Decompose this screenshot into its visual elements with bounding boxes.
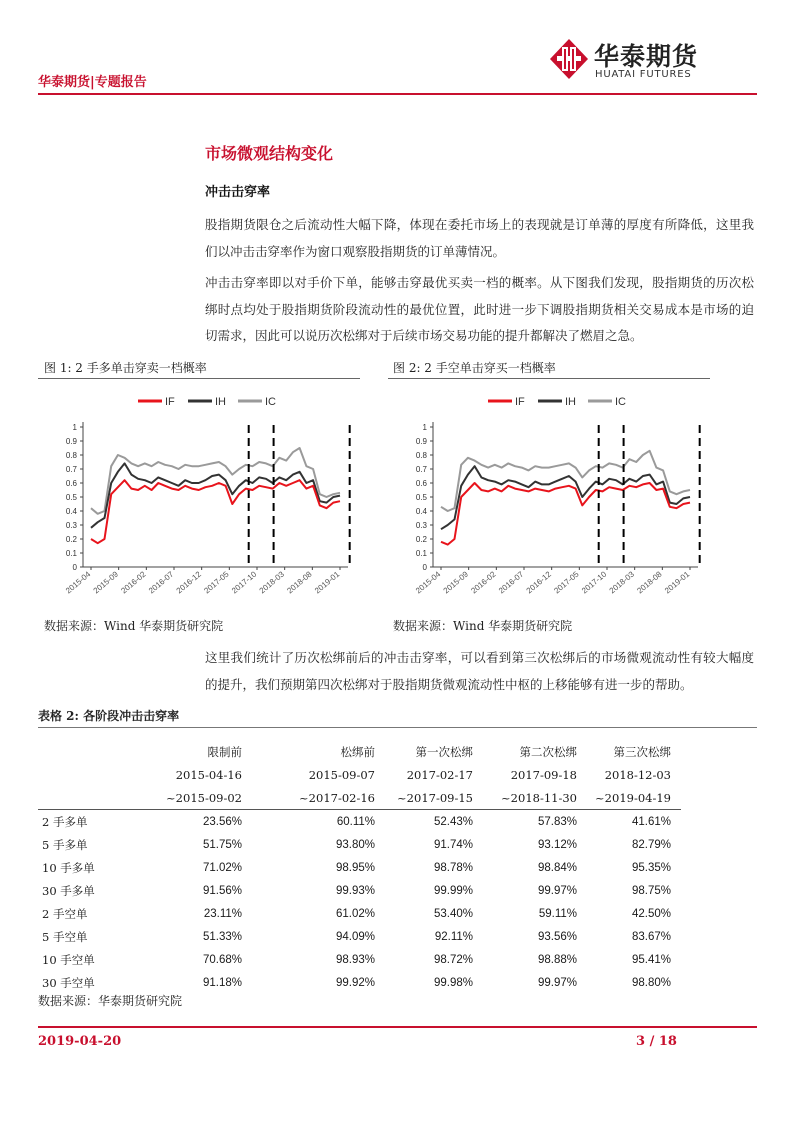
table-cell: 98.78% [433, 861, 473, 874]
table-cell: 52.43% [385, 810, 483, 834]
table-cell: 59.11% [538, 907, 577, 920]
stage-table [38, 740, 681, 994]
row-label: 5 手多单 [42, 837, 88, 852]
table-cell: 98.80% [631, 976, 671, 989]
row-label: 5 手空单 [42, 929, 88, 944]
x-tick-label: 2016-02 [119, 569, 148, 596]
footer-divider [38, 1026, 757, 1028]
series-line-ih [441, 466, 690, 529]
y-tick-label: 0.9 [65, 437, 77, 446]
x-tick-label: 2016-12 [524, 569, 553, 596]
table-title-divider [38, 727, 757, 728]
table-cell: 93.56% [537, 930, 577, 943]
table-row [38, 902, 681, 925]
series-line-if [441, 483, 690, 545]
figure-2-divider [388, 378, 710, 379]
table-row [38, 810, 681, 834]
chart-2 [388, 385, 710, 615]
table-cell: 91.56% [202, 884, 242, 897]
x-tick-label: 2017-10 [230, 569, 259, 596]
table-row [38, 833, 681, 856]
y-tick-label: 0.2 [65, 535, 77, 544]
figure-1-source: 数据来源：Wind 华泰期货研究院 [44, 619, 224, 633]
table-cell: 98.93% [335, 953, 375, 966]
series-line-if [91, 480, 340, 543]
column-end-date: ~2019-04-19 [595, 790, 671, 805]
y-tick-label: 0.1 [415, 549, 427, 558]
series-line-ic [441, 451, 690, 511]
table-row [38, 925, 681, 948]
y-tick-label: 0.7 [415, 465, 427, 474]
table-cell: 99.97% [537, 976, 577, 989]
y-tick-label: 0.8 [65, 451, 77, 460]
page-number: 3 / 18 [636, 1034, 677, 1049]
table-cell: 98.95% [335, 861, 375, 874]
table-header-row-start [38, 763, 681, 786]
table-header-row-end [38, 786, 681, 810]
table-cell: 93.80% [335, 838, 375, 851]
x-tick-label: 2016-07 [147, 569, 176, 596]
y-tick-label: 0.1 [65, 549, 77, 558]
legend-label: IF [515, 396, 525, 408]
footer-date: 2019-04-20 [38, 1034, 122, 1049]
x-tick-label: 2015-04 [64, 569, 93, 596]
table-row [38, 879, 681, 902]
table-cell: 82.79% [631, 838, 671, 851]
table-source: 数据来源：华泰期货研究院 [38, 994, 183, 1008]
column-name: 第一次松绑 [415, 744, 473, 759]
table-cell: 51.75% [202, 838, 242, 851]
x-tick-label: 2018-03 [607, 569, 636, 596]
table-cell: 23.56% [134, 810, 252, 834]
table-cell: 91.74% [433, 838, 473, 851]
row-label: 30 手空单 [42, 975, 95, 990]
y-tick-label: 0 [422, 563, 427, 572]
header-divider [38, 93, 757, 95]
table-cell: 99.97% [537, 884, 577, 897]
series-line-ih [91, 463, 340, 527]
y-tick-label: 0.4 [415, 507, 427, 516]
row-label: 30 手多单 [42, 883, 95, 898]
legend-label: IH [215, 396, 226, 408]
column-start-date: 2015-09-07 [308, 767, 375, 782]
table-title: 表格 2: 各阶段冲击击穿率 [38, 709, 180, 723]
legend-label: IC [265, 396, 276, 408]
huatai-logo [548, 37, 748, 85]
table-header-row-names [38, 740, 681, 763]
table-cell: 99.93% [335, 884, 375, 897]
column-start-date: 2018-12-03 [604, 767, 671, 782]
paragraph-3: 这里我们统计了历次松绑前后的冲击击穿率，可以看到第三次松绑后的市场微观流动性有较大幅度的提升，我们预期第四次松绑对于股指期货微观流动性中枢的上移能够有进一步的帮助。 [205, 650, 754, 692]
legend-label: IC [615, 396, 626, 408]
x-tick-label: 2016-02 [469, 569, 498, 596]
logo-mark-icon [548, 37, 590, 81]
column-end-date: ~2017-09-15 [397, 790, 473, 805]
x-tick-label: 2017-10 [580, 569, 609, 596]
x-tick-label: 2015-09 [91, 569, 120, 596]
y-tick-label: 0.9 [415, 437, 427, 446]
x-tick-label: 2018-08 [635, 569, 664, 596]
y-tick-label: 1 [72, 423, 77, 432]
table-row [38, 948, 681, 971]
x-tick-label: 2018-03 [257, 569, 286, 596]
table-cell: 98.72% [433, 953, 473, 966]
table-cell: 61.02% [335, 907, 375, 920]
logo-text-cn: 华泰期货 [594, 42, 699, 71]
column-name: 第二次松绑 [519, 744, 577, 759]
paragraph-1: 股指期货限仓之后流动性大幅下降，体现在委托市场上的表现就是订单薄的厚度有所降低，这里我们以冲击击穿率作为窗口观察股指期货的订单薄情况。 [205, 217, 754, 259]
chart-1 [38, 385, 360, 615]
table-cell: 99.99% [433, 884, 473, 897]
figure-2-title: 图 2: 2 手空单击穿买一档概率 [393, 361, 556, 375]
table-cell: 71.02% [202, 861, 242, 874]
table-cell: 70.68% [202, 953, 242, 966]
x-tick-label: 2017-05 [202, 569, 231, 596]
x-tick-label: 2015-09 [441, 569, 470, 596]
table-cell: 95.41% [631, 953, 671, 966]
column-start-date: 2017-09-18 [510, 767, 577, 782]
figure-2-source: 数据来源：Wind 华泰期货研究院 [393, 619, 573, 633]
x-tick-label: 2019-01 [313, 569, 342, 596]
column-start-date: 2015-04-16 [175, 767, 242, 782]
section-title: 市场微观结构变化 [205, 144, 334, 163]
table-cell: 99.98% [433, 976, 473, 989]
row-label: 10 手多单 [42, 860, 95, 875]
table-cell: 51.33% [202, 930, 242, 943]
table-body [38, 810, 681, 995]
column-name: 松绑前 [340, 744, 375, 759]
figure-1-title: 图 1: 2 手多单击穿卖一档概率 [44, 361, 207, 375]
y-tick-label: 0.2 [415, 535, 427, 544]
x-tick-label: 2016-07 [497, 569, 526, 596]
table-cell: 93.12% [537, 838, 577, 851]
sub-title: 冲击击穿率 [205, 185, 271, 200]
column-name: 第三次松绑 [613, 744, 671, 759]
column-end-date: ~2015-09-02 [166, 790, 242, 805]
table-row [38, 971, 681, 994]
row-label: 2 手多单 [38, 810, 134, 834]
x-tick-label: 2019-01 [663, 569, 692, 596]
table-cell: 83.67% [631, 930, 671, 943]
column-name: 限制前 [207, 744, 242, 759]
x-tick-label: 2018-08 [285, 569, 314, 596]
table-cell: 91.18% [202, 976, 242, 989]
table-cell: 41.61% [587, 810, 681, 834]
y-tick-label: 0.8 [415, 451, 427, 460]
y-tick-label: 0.3 [415, 521, 427, 530]
table-cell: 57.83% [483, 810, 587, 834]
y-tick-label: 0.7 [65, 465, 77, 474]
x-tick-label: 2016-12 [174, 569, 203, 596]
table-cell: 95.35% [631, 861, 671, 874]
row-label: 10 手空单 [42, 952, 95, 967]
table-cell: 98.84% [537, 861, 577, 874]
column-start-date: 2017-02-17 [406, 767, 473, 782]
table-cell: 94.09% [335, 930, 375, 943]
table-cell: 98.75% [631, 884, 671, 897]
table-corner [38, 740, 134, 763]
series-line-ic [91, 448, 340, 514]
logo-text-en: HUATAI FUTURES [595, 69, 692, 80]
x-tick-label: 2015-04 [414, 569, 443, 596]
y-tick-label: 0.5 [415, 493, 427, 502]
table-cell: 60.11% [252, 810, 385, 834]
y-tick-label: 0.3 [65, 521, 77, 530]
row-label: 2 手空单 [42, 906, 88, 921]
table-cell: 42.50% [631, 907, 671, 920]
table-cell: 99.92% [335, 976, 375, 989]
table-cell: 53.40% [433, 907, 473, 920]
paragraph-2: 冲击击穿率即以对手价下单，能够击穿最优买卖一档的概率。从下图我们发现，股指期货的历次松绑时点均处于股指期货阶段流动性的最优位置，此时进一步下调股指期货相关交易成本是市场的迫切需求，因此可以说历次松绑对于后续市场交易功能的提升都解决了燃眉之急。 [205, 275, 754, 343]
y-tick-label: 0 [72, 563, 77, 572]
column-end-date: ~2018-11-30 [501, 790, 577, 805]
x-tick-label: 2017-05 [552, 569, 581, 596]
legend-label: IF [165, 396, 175, 408]
y-tick-label: 0.4 [65, 507, 77, 516]
table-cell: 98.88% [537, 953, 577, 966]
y-tick-label: 0.6 [65, 479, 77, 488]
figure-1-divider [38, 378, 360, 379]
y-tick-label: 0.6 [415, 479, 427, 488]
table-cell: 23.11% [203, 907, 242, 920]
column-end-date: ~2017-02-16 [299, 790, 375, 805]
table-row [38, 856, 681, 879]
header-brand: 华泰期货|专题报告 [38, 75, 147, 90]
y-tick-label: 1 [422, 423, 427, 432]
legend-label: IH [565, 396, 576, 408]
y-tick-label: 0.5 [65, 493, 77, 502]
table-cell: 92.11% [434, 930, 473, 943]
